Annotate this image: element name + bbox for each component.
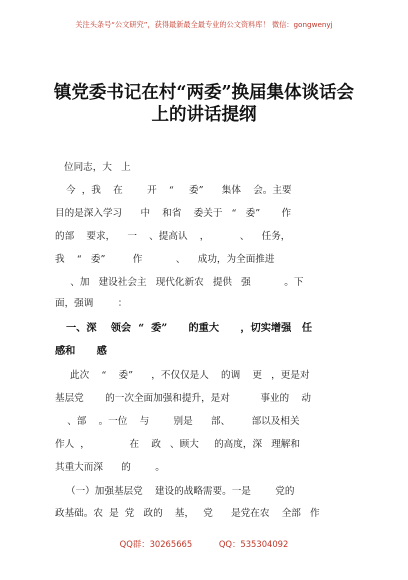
section-heading: 感和 感 <box>55 345 107 357</box>
body-line: 基层党 的一次全面加强和提升，是对 事业的 动 <box>55 393 311 404</box>
body-line: 、部 。一位 与 别是 部、 部以及相关 <box>55 416 300 427</box>
section-heading: 一、深 领会 “ 委” 的重大 ，切实增强 任 <box>66 322 313 334</box>
body-line: 面，强调 ： <box>55 298 128 309</box>
salutation: 位同志，大 上 <box>64 162 131 173</box>
body-line: 的部 要求， 一 、提高认 ， 、 任务， <box>55 231 291 242</box>
body-line: 我 “ 委” 作 、 成功，为全面推进 <box>55 254 275 265</box>
document-title <box>20 82 388 126</box>
header-promo-note: 关注头条号“公文研究”，获得最新最全最专业的公文资料库！ 微信：gongwenyj <box>75 20 333 29</box>
body-line: 今 ，我 在 开 “ 委” 集体 会。主要 <box>66 185 292 196</box>
body-line: 政基础。农 是 党 政的 基， 党 是党在农 全部 作 <box>55 508 320 519</box>
subsection-heading: （一）加强基层党 建设的战略需要。一是 党的 <box>66 486 295 497</box>
body-line: 、加 建设社会主 现代化新农 提供 强 。下 <box>55 277 304 288</box>
title-line-1: 镇党委书记在村“两委”换届集体谈话会 <box>53 83 355 103</box>
body-line: 目的是深入学习 中 和省 委关于 “ 委” 作 <box>55 208 292 219</box>
footer-contact-note: QQ群：30265665 QQ：535304092 <box>119 539 289 549</box>
body-line: 此次 “ 委” ，不仅仅是人 的调 更 ，更是对 <box>70 370 310 381</box>
body-line: 其重大而深 的 。 <box>55 462 165 473</box>
body-line: 作人 ， 在 政 、顾大 的高度，深 理解和 <box>55 439 300 450</box>
title-line-2: 上的讲话提纲 <box>151 105 257 125</box>
